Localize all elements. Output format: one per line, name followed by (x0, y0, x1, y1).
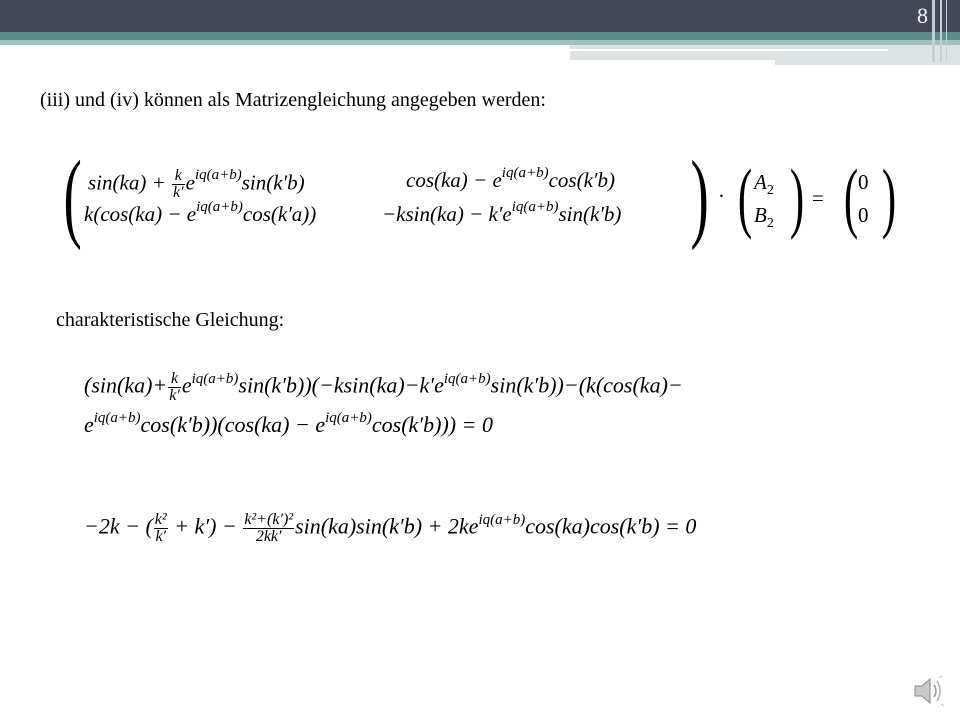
header-divider (932, 0, 935, 62)
matrix-cell-r1c1: sin(ka) + $\frac{k}{k'}$ $e^{iq(a+b)}\sin(k'b)$ (88, 167, 305, 201)
matrix-cell-r2c1: $k(\cos(ka) - e^{iq(a+b)}\cos(k'a))$ (84, 199, 317, 226)
matrix-right-paren: ) (690, 140, 709, 251)
char-eq-line-1: (sin(ka)+ $\frac{k}{k'}$ $e^{iq(a+b)}\sin(k'b))(-ksin(ka)-k'e^{iq(a+b)}\sin(k'b))-(k(\cos(ka)-$ (84, 370, 683, 404)
matrix-cell-r2c2: $-ksin(ka) - k'e^{iq(a+b)}\sin(k'b)$ (382, 199, 622, 226)
fraction: $\frac{k}{k'}$ (173, 167, 184, 201)
page-number: 8 (917, 3, 928, 28)
result-right-paren: ) (881, 153, 897, 240)
matrix-left-paren: ( (63, 140, 82, 251)
speaker-icon[interactable] (912, 674, 946, 708)
result-entry-1: 0 (858, 170, 869, 194)
header-stripe-line-short (570, 60, 775, 65)
header-divider (946, 0, 947, 62)
section-label: charakteristische Gleichung: (56, 309, 285, 331)
vector-left-paren: ( (737, 153, 753, 240)
intro-text: (iii) und (iv) können als Matrizengleichung angegeben werden: (40, 89, 546, 111)
vector-right-paren: ) (789, 153, 805, 240)
vector-entry-b: $B_2$ (754, 203, 774, 232)
header-stripe-line (570, 49, 888, 51)
dot-operator: · (718, 184, 725, 208)
header-bar (0, 0, 960, 32)
simplified-equation: −2k − ( $\frac{\text{k²}}{k'}$ + k′) − $\frac{\text{k²+(k′)²}}{2kk'}$ $\sin(ka)\sin(k'b) + 2ke^{iq(a+b)}\cos(ka)\cos(k'b) = 0$ (84, 511, 697, 545)
vector-entry-a: $A_2$ (754, 170, 774, 199)
matrix-cell-r1c2: $\cos(ka) - e^{iq(a+b)}\cos(k'b)$ (406, 165, 615, 192)
header-divider (940, 0, 942, 62)
result-entry-2: 0 (858, 203, 869, 227)
result-left-paren: ( (843, 153, 859, 240)
equals-sign: = (812, 186, 824, 210)
char-eq-line-2: $e^{iq(a+b)}\cos(k'b))(\cos(ka) - e^{iq(a+b)}\cos(k'b))) = 0$ (84, 410, 493, 437)
header-stripe (0, 32, 960, 40)
